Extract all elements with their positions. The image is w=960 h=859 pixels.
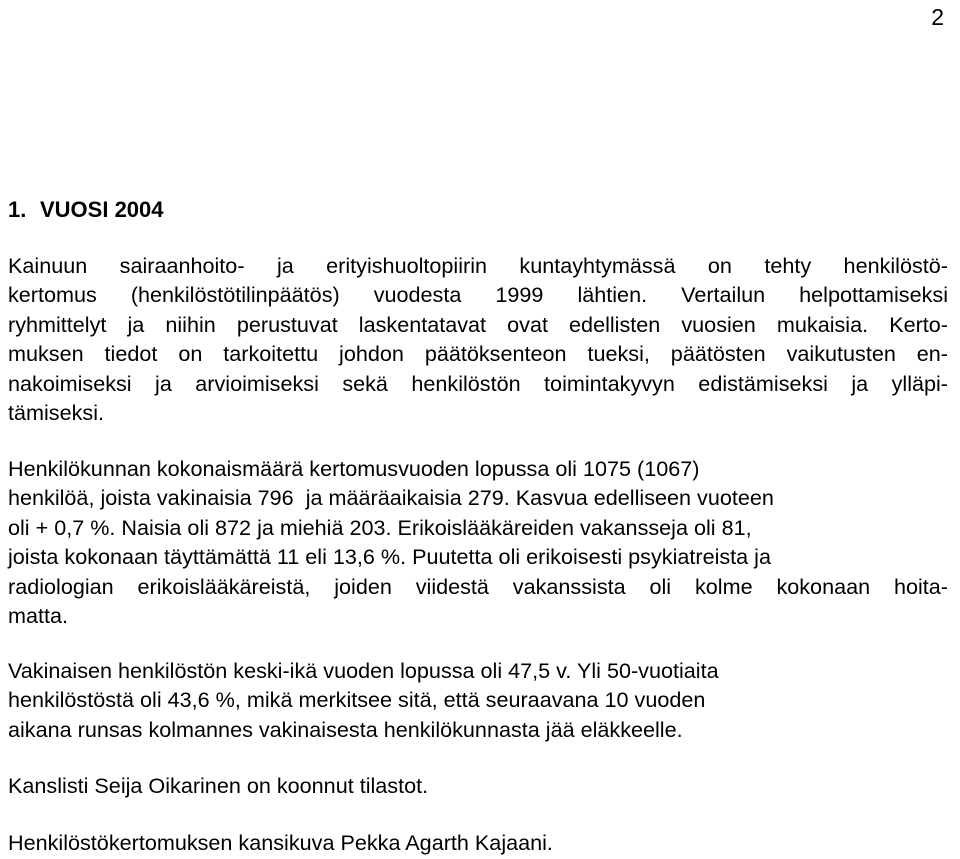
section-title: VUOSI 2004 xyxy=(40,197,164,222)
paragraph-line: ryhmittelyt ja niihin perustuvat laskentatavat ovat edellisten vuosien mukaisia. Kerto- xyxy=(8,311,948,337)
paragraph-line: radiologian erikoislääkäreistä, joiden viidestä vakanssista oli kolme kokonaan hoita- xyxy=(8,573,948,599)
paragraph-statistics-credit xyxy=(8,771,948,800)
section-heading xyxy=(8,195,164,225)
paragraph-line: Kanslisti Seija Oikarinen on koonnut tilastot. xyxy=(8,773,429,798)
paragraph-line: Kainuun sairaanhoito- ja erityishuoltopiirin kuntayhtymässä on tehty henkilöstö- xyxy=(8,253,948,278)
paragraph-line: joista kokonaan täyttämättä 11 eli 13,6 %. Puutetta oli erikoisesti psykiatreista ja xyxy=(8,544,771,570)
paragraph-line: matta. xyxy=(8,603,69,629)
paragraph-line: henkilöstöstä oli 43,6 %, mikä merkitsee sitä, että seuraavana 10 vuoden xyxy=(8,687,706,713)
paragraph-line: tämiseksi. xyxy=(8,400,104,426)
paragraph-cover-credit xyxy=(8,828,948,857)
paragraph-line: Henkilöstökertomuksen kansikuva Pekka Agarth Kajaani. xyxy=(8,830,553,855)
paragraph-line: Vakinaisen henkilöstön keski-ikä vuoden lopussa oli 47,5 v. Yli 50-vuotiaita xyxy=(8,658,719,683)
paragraph-age xyxy=(8,656,948,744)
paragraph-line: aikana runsas kolmannes vakinaisesta henkilökunnasta jää eläkkeelle. xyxy=(8,716,683,742)
paragraph-line: muksen tiedot on tarkoitettu johdon päätöksenteon tueksi, päätösten vaikutusten en- xyxy=(8,341,948,367)
paragraph-line: henkilöä, joista vakinaisia 796 ja määräaikaisia 279. Kasvua edelliseen vuoteen xyxy=(8,485,774,511)
section-number: 1. xyxy=(8,197,27,222)
paragraph-staff-count xyxy=(8,454,948,630)
paragraph-line: oli + 0,7 %. Naisia oli 872 ja miehiä 203. Erikoislääkäreiden vakansseja oli 81, xyxy=(8,514,752,540)
paragraph-line: nakoimiseksi ja arvioimiseksi sekä henkilöstön toimintakyvyn edistämiseksi ja ylläpi- xyxy=(8,370,948,396)
paragraph-intro xyxy=(8,251,948,427)
paragraph-line: Henkilökunnan kokonaismäärä kertomusvuoden lopussa oli 1075 (1067) xyxy=(8,456,700,481)
page-number: 2 xyxy=(931,4,944,30)
paragraph-line: kertomus (henkilöstötilinpäätös) vuodesta 1999 lähtien. Vertailun helpottamiseksi xyxy=(8,282,948,308)
